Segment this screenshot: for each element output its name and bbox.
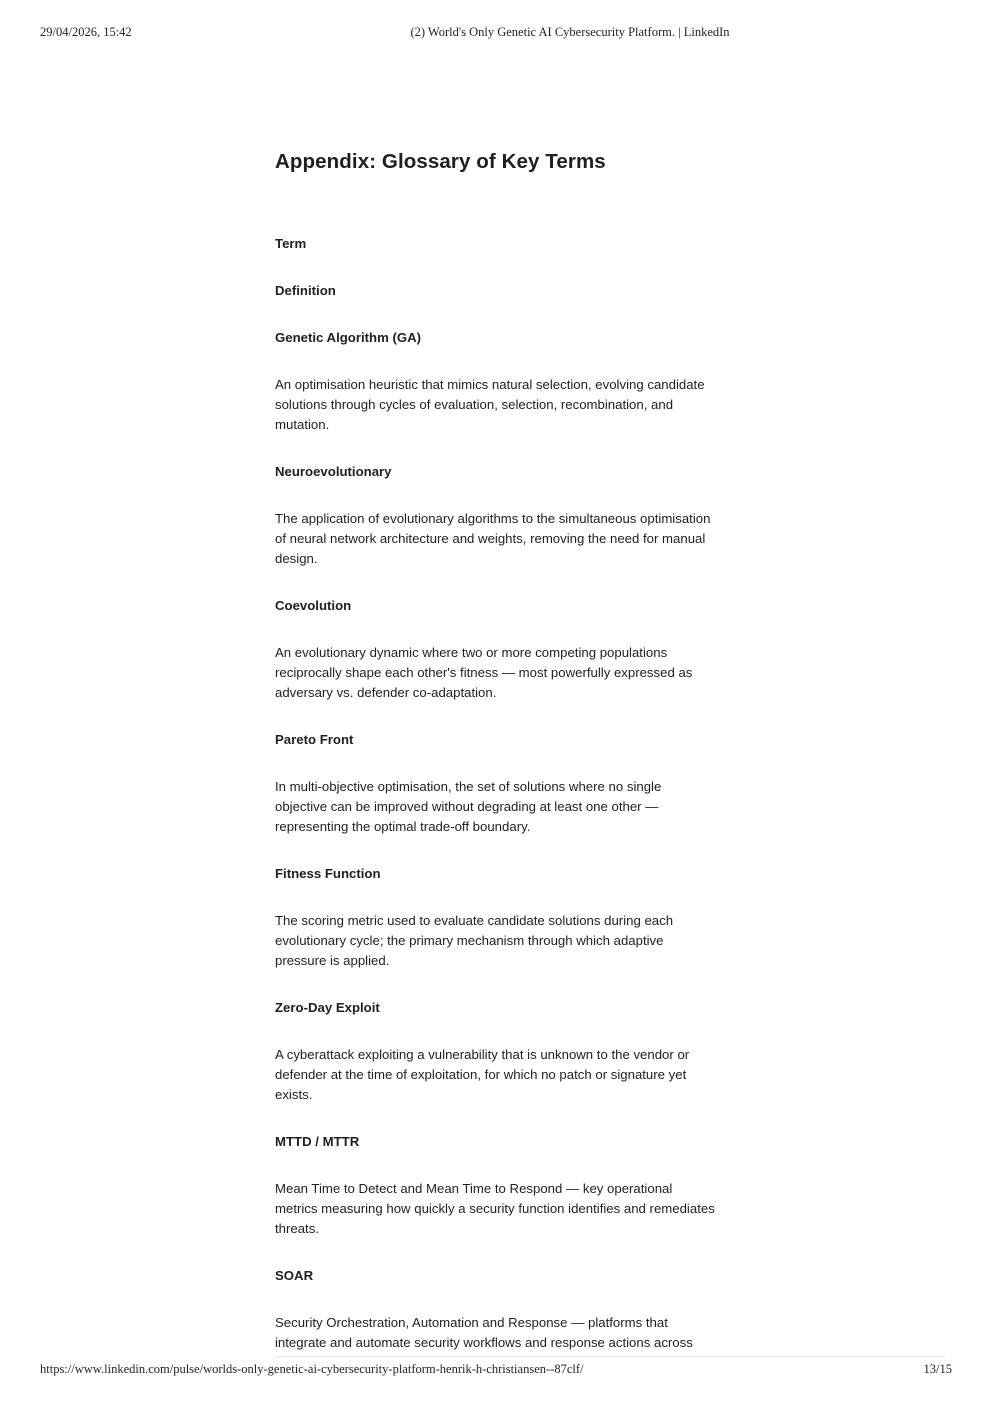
glossary-term: Zero-Day Exploit [275, 1000, 380, 1015]
section-heading: Appendix: Glossary of Key Terms [275, 150, 606, 173]
print-page-number: 13/15 [923, 1362, 952, 1376]
glossary-term: Genetic Algorithm (GA) [275, 330, 422, 345]
glossary-table [275, 234, 715, 1380]
glossary-term: Fitness Function [275, 866, 381, 881]
glossary-definition: An optimisation heuristic that mimics natural selection, evolving candidate solutions through cycles of evaluation, selection, recombination, and mutation. [275, 377, 705, 432]
table-header-definition: Definition [275, 283, 336, 298]
print-page-title: (2) World's Only Genetic AI Cybersecurity Platform. | LinkedIn [410, 25, 730, 39]
print-url: https://www.linkedin.com/pulse/worlds-only-genetic-ai-cybersecurity-platform-henrik-h-christiansen--87clf/ [40, 1362, 584, 1376]
glossary-definition: Security Orchestration, Automation and Response — platforms that integrate and automate security workflows and response actions across [275, 1315, 693, 1350]
glossary-definition: Mean Time to Detect and Mean Time to Respond — key operational metrics measuring how quickly a security function identifies and remediates threats. [275, 1181, 715, 1236]
article-body [275, 148, 715, 1350]
glossary-term: Neuroevolutionary [275, 464, 392, 479]
glossary-term: SOAR [275, 1268, 314, 1283]
glossary-term: Pareto Front [275, 732, 354, 747]
glossary-definition: The application of evolutionary algorithms to the simultaneous optimisation of neural network architecture and weights, removing the need for manual design. [275, 511, 711, 566]
glossary-definition: The scoring metric used to evaluate candidate solutions during each evolutionary cycle; the primary mechanism through which adaptive pressure is applied. [275, 913, 674, 968]
print-datetime: 29/04/2026, 15:42 [40, 25, 132, 39]
glossary-definition: A cyberattack exploiting a vulnerability that is unknown to the vendor or defender at the time of exploitation, for which no patch or signature yet exists. [275, 1047, 690, 1102]
glossary-definition: An evolutionary dynamic where two or more competing populations reciprocally shape each other's fitness — most powerfully expressed as adversary vs. defender co-adaptation. [275, 645, 693, 700]
table-header-term: Term [275, 236, 307, 251]
glossary-definition: In multi-objective optimisation, the set of solutions where no single objective can be improved without degrading at least one other — representing the optimal trade-off boundary. [275, 779, 662, 834]
glossary-term: Coevolution [275, 598, 352, 613]
print-header [0, 25, 992, 41]
footer-divider [275, 1356, 945, 1357]
glossary-term: MTTD / MTTR [275, 1134, 360, 1149]
print-footer [0, 1362, 992, 1378]
